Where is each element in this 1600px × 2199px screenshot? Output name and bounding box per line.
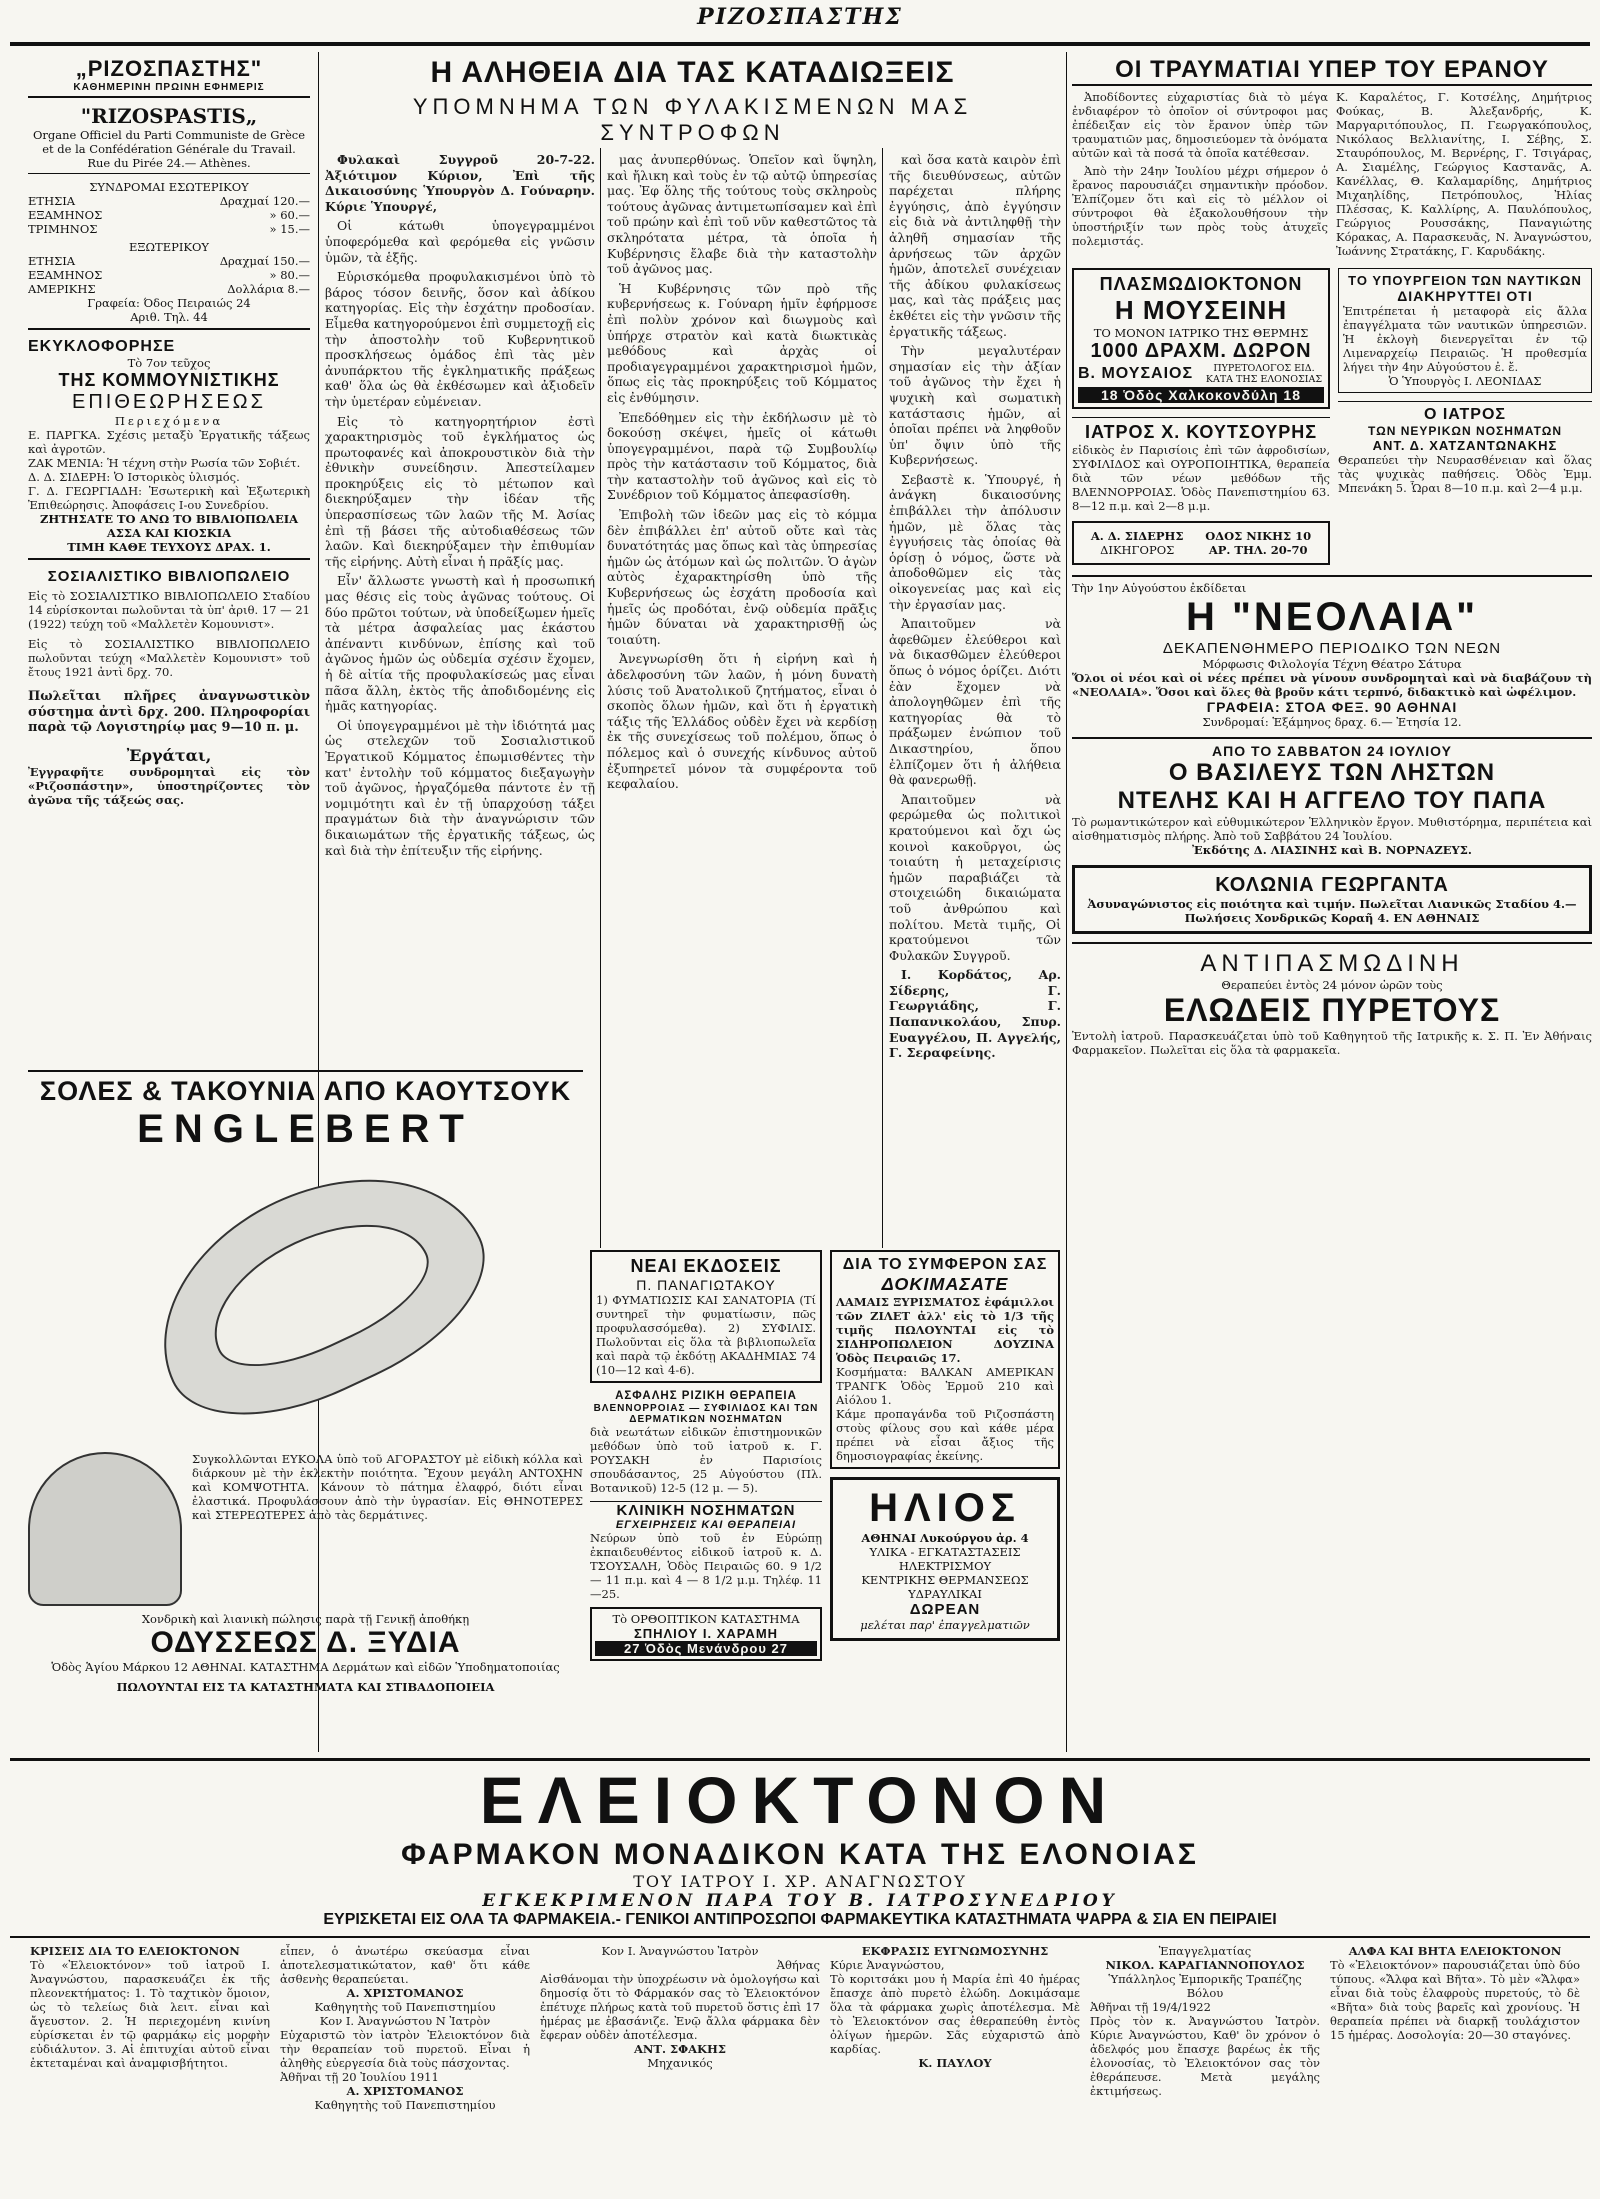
ilios-item: ΗΛΕΚΤΡΙΣΜΟΥ (898, 1559, 992, 1573)
subheadline: ΥΠΟΜΝΗΜΑ ΤΩΝ ΦΥΛΑΚΙΣΜΕΝΩΝ ΜΑΣ ΣΥΝΤΡΟΦΩΝ (412, 94, 973, 145)
article-column-1 (325, 152, 595, 1042)
article-column-3 (889, 152, 1061, 1237)
column-divider (600, 148, 601, 1248)
donor-names: Κ. Καραλέτος, Γ. Κοτσέλης, Δημήτριος Φούκας, Β. Ἀλεξανδρής, Κ. Μαργαριτόπουλος, Π. Γεωργακόπουλος, Νικόλαος Βελλιανίτης, Ι. Σέβης, Σ. Σταυρόπουλος, Μ. Βερνέρης, Γ. Τσιγάρας, Α. Σιαμέλης, Γεώργιος Καστανᾶς, Α. Κανέλλας, Θ. Καλαμαρίδης, Δημήτριος Μιχαηλίδης, Πετρόπουλος, Ἠλίας Πλέσσας, Κ. Καλλίρης, Α. Παυλόπουλος, Γεώργιος Ρουσσάκης, Παναγιώτης Κόρακας, Α. Παρασκευᾶς, Ν. Ἀναγνώστου, Ἰωάννης Στρατάκης, Γ. Καρυδάκης. (1336, 90, 1592, 258)
masthead-rule (10, 42, 1590, 46)
ilios-item: ΚΕΝΤΡΙΚΗΣ ΘΕΡΜΑΝΣΕΩΣ (861, 1573, 1029, 1587)
navy-sign: Ὁ Ὑπουργὸς Ι. ΛΕΟΝΙΔΑΣ (1388, 374, 1542, 388)
ad-cure (590, 1389, 822, 1495)
paragraph: Εἰς τὸ κατηγορητήριον ἐστὶ χαρακτηρισμὸς τοῦ ἐγκλήματος ὡς πρωτοφανές καὶ ἀποκρουστικὸν διὰ τὴν ἐθνικὴν συνείδησιν. Ἀπεστείλαμεν προκηρύξεις εἰς τὸ μέτωπον καὶ διεκηρύξαμεν τὴν ἰδέαν τῆς ὑπερασπίσεως τῶν λαῶν τῆς Μ. Ἀσίας ἐπὶ τῇ βάσει τῆς αὐτοδιαθέσεως τῶν λαῶν. Καὶ διεκηρύξαμεν τὴν ἐπιθυμίαν τῆς εἰρήνης. Αὐτὴ εἶναι ἡ πρᾶξίς μας. (325, 413, 595, 569)
banner-rule-top (10, 1758, 1590, 1761)
ad-navy (1338, 268, 1592, 393)
ad-ilios (830, 1477, 1060, 1641)
ad-antipasmodini (1072, 942, 1592, 1057)
paragraph: Ἐπιβολὴ τῶν ἰδεῶν μας εἰς τὸ κόμμα δὲν ἐπιβάλλει ἐπ' αὐτοῦ οὔτε καὶ τὰς δυνατότητάς μας ὅπως καὶ τὰς ὑπηρεσίας ἡμῶν ὡς ἀτόμων καὶ ὡς πολιτῶν. Ὁ ἀγὼν αὐτὸς ἐχαρακτηρίσθη ὑπὸ τῆς Κυβερνήσεως ὡς ἐσχάτη προδοσία καὶ ἡμεῖς ὡς προδόται, ἐνῷ οὐδεμία πρᾶξις ἡμῶν δύναται νὰ χαρακτηρισθῇ ὡς τοιαύτη. (607, 507, 877, 647)
testimonial-4 (830, 1944, 1080, 2194)
office-address: Γραφεία: Όδος Πειραιώς 24 (87, 296, 251, 310)
ads-right (1338, 268, 1592, 565)
doctor-name: ΙΑΤΡΟΣ Χ. ΚΟΥΤΣΟΥΡΗΣ (1084, 422, 1318, 442)
ilios-item: ΥΔΡΑΥΛΙΚΑΙ (908, 1587, 982, 1601)
subscriptions-header-abroad: ΕΞΩΤΕΡΙΚΟΥ (129, 240, 209, 254)
contents-label: Περιεχόμενα (114, 414, 224, 428)
testimonial-place: Ἀθήνας (776, 1958, 820, 1972)
lawyer-name-block (1091, 529, 1184, 557)
ad-brand: Η ΜΟΥΣΕΙΝΗ (1114, 295, 1288, 325)
editions-text: 1) ΦΥΜΑΤΙΩΣΙΣ ΚΑΙ ΣΑΝΑΤΟΡΙΑ (Τί συντηρεῖ τὴν φυματίωσιν, πῶς προφυλασσόμεθα). 2) ΣΥΦΙΛΙΣ. Πωλοῦνται εἰς ὅλα τὰ βιβλιοπωλεῖα καὶ παρὰ τῷ ἐκδότῃ ΑΚΑΔΗΜΙΑΣ 74 (10—12 καὶ 4-6). (596, 1293, 816, 1377)
kolonia-title: ΚΟΛΩΝΙΑ ΓΕΩΡΓΑΝΤΑ (1215, 874, 1449, 896)
play-text: Τὸ ρωμαντικώτερον καὶ εὐθυμικώτερον Ἑλληνικὸν ἔργον. Μυθιστόρημα, περιπέτεια καὶ αἰσθηματισμὸς πλήρης. Ἀπὸ τοῦ Σαββάτου 24 Ἰουλίου. (1072, 815, 1592, 843)
headline: Η ΑΛΗΘΕΙΑ ΔΙΑ ΤΑΣ ΚΑΤΑΔΙΩΞΕΙΣ (430, 56, 955, 89)
testimonial-6 (1330, 1944, 1580, 2194)
banner-line-4: ΕΓΚΕΚΡΙΜΕΝΟΝ ΠΑΡΑ ΤΟΥ Β. ΙΑΤΡΟΣΥΝΕΔΡΙΟΥ (482, 1891, 1118, 1911)
ad-englebert (28, 1070, 583, 1750)
ad-tagline: ΤΟ ΜΟΝΟΝ ΙΑΤΡΙΚΟ ΤΗΣ ΘΕΡΜΗΣ (1093, 326, 1309, 340)
ad-koutsouris (1072, 417, 1330, 513)
list-item: ΖΑΚ ΜΕΝΙΑ: Ἡ τέχνη στὴν Ρωσία τῶν Σοβιέτ. (28, 456, 301, 470)
paragraph: Ἀνεγνωρίσθη ὅτι ἡ εἰρήνη καὶ ἡ ἀδελφοσύνη τῶν λαῶν, ἡ μόνη δυνατὴ λύσις τοῦ Ἀνατολικοῦ ζητήματος, εἶναι ὁ σκοπὸς ὅλων ἡμῶν, καὶ ὅτι ἡ ἐργατικὴ τάξις τῆς Ἑλλάδος οὐδὲν ἔχει νὰ κερδίσῃ ἐκ τῆς συνεχίσεως τοῦ πολέμου, ὅπως ὁ πόλεμος καὶ ὁ συνεχής κίνδυνος αὐτοῦ ἐξυπηρετεῖ μόνον τὰ συμφέροντα τοῦ κεφαλαίου. (607, 651, 877, 792)
englebert-shop: ΟΔΥΣΣΕΩΣ Δ. ΞΥΔΙΑ (150, 1626, 461, 1659)
testimonial-header: ΑΛΦΑ ΚΑΙ ΒΗΤΑ ΕΛΕΙΟΚΤΟΝΟΝ (1348, 1944, 1562, 1958)
razors-title-2: ΔΟΚΙΜΑΣΑΤΕ (881, 1274, 1009, 1294)
paragraph: Ἐπεδόθημεν εἰς τὴν ἐκδήλωσιν μὲ τὸ δοκούσῃ σκέψει, ἡμεῖς οἱ κάτωθι ὑπογεγραμμένοι, παρὰ τῷ Συμβουλίῳ πρὸς τὴν κατάστασιν τοῦ Κόμματος, διὰ τὴν καταστολὴν τοῦ ἀγῶνος καὶ εἰς τὸ Συνέδριον τοῦ Κόμματος ἀπεφασίσθη. (607, 409, 877, 503)
ad-doctor-row (1078, 363, 1324, 385)
clinic-sub: ΕΓΧΕΙΡΗΣΕΙΣ ΚΑΙ ΘΕΡΑΠΕΙΑΙ (615, 1519, 797, 1531)
testimonial-sign: Α. ΧΡΙΣΤΟΜΑΝΟΣ (346, 1986, 464, 2000)
address: Rue du Pirée 24.— Athènes. (28, 156, 310, 174)
doctor-name: ΑΝΤ. Δ. ΧΑΤΖΑΝΤΩΝΑΚΗΣ (1372, 438, 1558, 453)
paper-subtitle: ΚΑΘΗΜΕΡΙΝΗ ΠΡΩΙΝΗ ΕΦΗΜΕΡΙΣ (28, 82, 310, 98)
testimonial-text: Τὸ «Ἐλειοκτόνον» τοῦ ἰατροῦ Ι. Ἀναγνώστου, παρασκευάζει ἐκ τῆς πλεονεκτήματος: 1. Τὸ ταχτικὸν ὅμοιον, ὡς τὸ τελείως διὰ λειτ. εἶναι καὶ ἄγευστον. 2. Ἡ περιεχομένη κινίνη εὑρίσκεται ἐν τῷ φαρμάκῳ εἰς μορφὴν εὐδιάλυτον. 3. Αἱ ἐπιτυχίαι αὐτοῦ εἶναι ἐκτεταμέναι καὶ ἀναμφισβήτητοι. (30, 1958, 270, 2070)
main-article-header (325, 56, 1060, 148)
list-item: Δ. Δ. ΣΙΔΕΡΗ: Ὁ Ιστορικὸς ὑλισμός. (28, 470, 240, 484)
bookshop-text-3: Πωλεῖται πλῆρες ἀναγνωστικὸν σύστημα ἀντὶ δρχ. 200. Πληροφορίαι παρὰ τῷ Λογιστηρίῳ μας 9—10 π. μ. (28, 689, 310, 736)
circulation-header: ΕΚΥΚΛΟΦΟΡΗΣΕ (28, 338, 176, 355)
testimonial-3 (540, 1944, 820, 2194)
subscription-row: ΕΞΑΜΗΝΟΣ » 60.— (28, 208, 310, 222)
right-column (1072, 56, 1592, 1266)
ilios-item: ΥΛΙΚΑ - ΕΓΚΑΤΑΣΤΑΣΕΙΣ (869, 1545, 1021, 1559)
column-divider (1066, 52, 1067, 1752)
optician-name: ΣΠΗΛΙΟΥ Ι. ΧΑΡΑΜΗ (633, 1626, 779, 1641)
paragraph: Εἶν' ἄλλωστε γνωστὴ καὶ ἡ προσωπική μας θέσις εἰς τοὺς ἀγῶνας τούτους. Οἱ δύο πρῶτοι τούτων, νὰ ὑποδείξωμεν ἡμεῖς τὰ μέτρα ἀσφαλείας μας ἑκάστου ἀπέναντι κινδύνων, ἐπίσης καὶ τοῦ ἀγῶνος ἡμῶν ὡς οὐδεμία σχέσιν ἔχομεν, ἡ δὲ αἰτία τῆς προφυλακίσεώς μας εἶναι πᾶσα ἄλλη, ἐκτὸς τῆς ἀποδιδομένης εἰς ἡμᾶς κατηγορίας. (325, 573, 595, 714)
testimonial-text: Τὸ κοριτσάκι μου ἡ Μαρία ἐπὶ 40 ἡμέρας ἔπασχε ἀπὸ πυρετὸ ἐλώδη. Δοκιμάσαμε ὅλα τὰ φάρμακα χωρὶς ἀποτέλεσμα. Μὲ τὸ Ἐλειοκτόνον σας ἐθεραπεύθη ἐντὸς ὀλίγων ἡμερῶν. Σᾶς εὐχαριστῶ ἀπὸ καρδίας. (830, 1972, 1080, 2056)
ad-play (1072, 737, 1592, 857)
play-title-2: ΝΤΕΛΗΣ ΚΑΙ Η ΑΓΓΕΛΟ ΤΟΥ ΠΑΠΑ (1117, 787, 1547, 814)
bookshop-header: ΣΟΣΙΑΛΙΣΤΙΚΟ ΒΙΒΛΙΟΠΩΛΕΙΟ (47, 568, 291, 585)
lawyer-role: ΔΙΚΗΓΟΡΟΣ (1100, 543, 1175, 557)
ilios-address: ΑΘΗΝΑΙ Λυκούργου ἀρ. 4 (861, 1531, 1029, 1545)
neolaia-pre: Τὴν 1ην Αὐγούστου ἐκδίδεται (1072, 581, 1247, 595)
banner-eleioktonon (10, 1762, 1590, 1934)
ad-title: ΠΛΑΣΜΩΔΙΟΚΤΟΝΟΝ (1099, 274, 1303, 294)
testimonial-2 (280, 1944, 530, 2194)
paragraph: Ἡ Κυβέρνησις τῶν πρὸ τῆς κυβερνήσεως κ. Γούναρη ἡμῖν ἐφήρμοσε ἐπὶ πολὺν χρόνον καὶ διωγμοὺς καὶ ὑπήρχε στρατὸν καὶ κατὰ διωκτικὰς μεθόδους καὶ ἀρχὰς οἱ προδιαγεγραμμένοι χαρακτηρισμοὶ ἡμῶν, ὅπως εἰς τὰς προκηρύξεις τοῦ Κόμματος εἰς ἐνθύμησιν. (607, 280, 877, 405)
ads-row (1072, 268, 1592, 565)
testimonial-text: Αἰσθάνομαι τὴν ὑποχρέωσιν νὰ ὁμολογήσω καὶ δημοσίᾳ ὅτι τὸ Φάρμακόν σας τὸ Ἐλειοκτόνον ἐπέτυχε πλήρως κατὰ τοῦ πυρετοῦ ὅστις ἐπὶ 17 ἡμέρας με ἐβασάνιζε. Ἐνῷ ἄλλα φάρμακα δὲν ἔφεραν οὐδὲν ἀποτέλεσμα. (540, 1972, 820, 2042)
paragraph: Σεβαστὲ κ. Ὑπουργέ, ἡ ἀνάγκη δικαιοσύνης ἐπιβάλλει τὴν ἀπόλυσιν ἡμῶν, μὲ ὅλας τὰς ἐγγυήσεις τὰς ὁποίας θὰ ὁρίσῃ ὁ νόμος, ὥστε νὰ ἀποδοθῶμεν εἰς τὰς οἰκογενείας μας καὶ εἰς τὴν ἐργασίαν μας. (889, 471, 1061, 612)
mid-ads-right (830, 1250, 1060, 1750)
banner-line-3: ΤΟΥ ΙΑΤΡΟΥ Ι. ΧΡ. ΑΝΑΓΝΩΣΤΟΥ (633, 1872, 967, 1891)
wounded-section (1072, 90, 1592, 258)
subscriptions-list-abroad (28, 254, 310, 296)
banner-title: ΕΛΕΙΟΚΤΟΝΟΝ (479, 1763, 1121, 1837)
paragraph: Ἀπαιτοῦμεν νὰ φερώμεθα ὡς πολιτικοὶ κρατούμενοι καὶ ὄχι ὡς κοινοὶ κακοῦργοι, ὡς τοιαύτη ἡ μεταχείρισις ἡμῶν παραβιάζει τὰ στοιχειώδη δικαιώματα τοῦ ἀνθρώπου καὶ πολίτου. Μετὰ τιμῆς, Οἱ κρατούμενοι τῶν Φυλακῶν Συγγροῦ. (889, 791, 1061, 963)
mid-ads-left (590, 1250, 822, 1750)
journal-title-2: ΕΠΙΘΕΩΡΗΣΕΩΣ (72, 391, 266, 413)
englebert-text: Συγκολλῶνται ΕΥΚΟΛΑ ὑπὸ τοῦ ΑΓΟΡΑΣΤΟΥ μὲ εἰδικὴ κόλλα καὶ διάρκουν μὲ τὴν ἐκλεκτὴν ποιότητα. Ἔχουν μεγάλη ΑΝΤΟΧΗΝ καὶ ΚΟΜΨΟΤΗΤΑ. Κάνουν τὸ πάτημα ἐλαφρό, διότι εἶναι ἐλαστικά. Προφυλάσσουν ἀπὸ τὴν ὑγρασίαν. Εἰς ΘΗΝΟΤΕΡΕΣ καὶ ΣΤΕΡΕΩΤΕΡΕΣ ἀπὸ τὰς δερμάτινες. (192, 1452, 583, 1522)
lawyer-address: ΟΔΟΣ ΝΙΚΗΣ 10 (1205, 529, 1312, 543)
paragraph: Οἱ κάτωθι ὑπογεγραμμένοι ὑποφερόμεθα καὶ φερόμεθα εἰς γνῶσιν ὑμῶν, τὰ ἑξῆς. (325, 218, 595, 265)
neolaia-text: Ὅλοι οἱ νέοι καὶ οἱ νέες πρέπει νὰ γίνουν συνδρομηταὶ καὶ νὰ διαβάζουν τὴ «ΝΕΟΛΑΙΑ». Ὅσοι καὶ ὅλες θὰ βροῦν κάτι τερπνό, διδακτικὸ καὶ ὠφέλιμον. (1072, 671, 1592, 699)
play-title-1: Ο ΒΑΣΙΛΕΥΣ ΤΩΝ ΛΗΣΤΩΝ (1168, 759, 1496, 786)
editions-title: ΝΕΑΙ ΕΚΔΟΣΕΙΣ (630, 1256, 782, 1276)
lawyer-name: Α. Δ. ΣΙΔΕΡΗΣ (1090, 529, 1184, 543)
razors-text: ΛΑΜΑΙΣ ΞΥΡΙΣΜΑΤΟΣ ἐφάμιλλοι τῶν ΖΙΛΕΤ ἀλλ' εἰς τὸ 1/3 τῆς τιμῆς ΠΩΛΟΥΝΤΑΙ εἰς τὸ ΣΙΔΗΡΟΠΩΛΕΙΟΝ ΔΟΥΖΙΝΑ Ὁδὸς Πειραιῶς 17. (836, 1295, 1054, 1365)
testimonial-date: Ἀθῆναι τῇ 19/4/1922 (1090, 2000, 1211, 2014)
doctor-text: εἰδικὸς ἐν Παρισίοις ἐπὶ τῶν ἀφροδισίων, ΣΥΦΙΛΙΔΟΣ καὶ ΟΥΡΟΠΟΙΗΤΙΚΑ, θεραπεία διὰ τῶν νέων μεθόδων τῆς ΒΛΕΝΝΟΡΡΟΙΑΣ. Ὁδὸς Πανεπιστημίου 63. 8—12 π.μ. καὶ 2—8 μ.μ. (1072, 443, 1330, 513)
masthead (0, 0, 1600, 58)
englebert-address: Ὁδὸς Ἁγίου Μάρκου 12 ΑΘΗΝΑΙ. ΚΑΤΑΣΤΗΜΑ Δερμάτων καὶ εἰδῶν Ὑποδηματοποιίας (51, 1660, 560, 1674)
play-foot: Ἐκδότης Δ. ΛΙΑΣΙΝΗΣ καὶ Β. ΝΟΡΝΑΖΕΥΣ. (1192, 843, 1472, 857)
issue-price: ΤΙΜΗ ΚΑΘΕ ΤΕΥΧΟΥΣ ΔΡΑΧ. 1. (28, 540, 310, 560)
englebert-foot: ΠΩΛΟΥΝΤΑΙ ΕΙΣ ΤΑ ΚΑΤΑΣΤΗΜΑΤΑ ΚΑΙ ΣΤΙΒΑΔΟΠΟΙΕΙΑ (116, 1680, 495, 1694)
englebert-brand: ENGLEBERT (137, 1107, 474, 1151)
paragraph: Τὴν μεγαλυτέραν σημασίαν εἰς τὴν ἀξίαν τοῦ ἀγῶνος τὴν ἔχει ἡ ψυχικὴ καὶ σωματικὴ κατάστασις ἡμῶν, αἱ ὁποῖαι πρέπει νὰ ληφθοῦν ὑπ' ὄψιν ὑπὸ τῆς Κυβερνήσεως. (889, 343, 1061, 468)
subscription-row: ΤΡΙΜΗΝΟΣ » 15.— (28, 222, 310, 236)
list-item: Γ. Δ. ΓΕΩΡΓΙΑΔΗ: Ἐσωτερικὴ καὶ Ἐξωτερικὴ Ἐπιθεώρησις. Ἀποφάσεις Ι-ου Συνεδρίου. (28, 484, 310, 512)
testimonial-text: Τὸ «Ἐλειοκτόνον» παρουσιάζεται ὑπὸ δύο τύπους. «Ἄλφα καὶ Βῆτα». Τὸ μὲν «Ἄλφα» εἶναι διὰ τοὺς ἐλαφροὺς πυρετούς, τὸ δὲ «Βῆτα» διὰ τοὺς βαρεῖς καὶ χρονίους. Ἡ θεραπεία πρέπει νὰ διαρκῇ τουλάχιστον 15 ἡμέρας. Δοσολογία: 20—30 σταγόνες. (1330, 1958, 1580, 2042)
paragraph: Ἀπαιτοῦμεν νὰ ἀφεθῶμεν ἐλεύθεροι καὶ νὰ δικασθῶμεν ἐλεύθεροι ὅπως ὁ νόμος ὁρίζει. Διότι ἐὰν ἔχομεν νὰ ἀπολογηθῶμεν ἐπὶ τῆς κατηγορίας θὰ τὸ πράξωμεν ἐνώπιον τοῦ Δικαστηρίου, ὅπου ἐλπίζομεν ὅτι ἡ ἀλήθεια θὰ φανερωθῇ. (889, 616, 1061, 788)
kolonia-text: Ἀσυναγώνιστος εἰς ποιότητα καὶ τιμήν. Πωλεῖται Λιανικῶς Σταδίου 4.— Πωλήσεις Χονδρικῶς Κοραῆ 4. ΕΝ ΑΘΗΝΑΙΣ (1087, 897, 1577, 925)
testimonial-5 (1090, 1944, 1320, 2194)
phone: Αριθ. Τηλ. 44 (28, 310, 310, 330)
anti-text: Ἐντολὴ ἰατροῦ. Παρασκευάζεται ὑπὸ τοῦ Καθηγητοῦ τῆς Ιατρικῆς κ. Σ. Π. Ἐν Ἀθήναις Φαρμακεῖον. Πωλεῖται εἰς ὅλα τὰ φαρμακεῖα. (1072, 1029, 1592, 1057)
neolaia-price: Συνδρομαί: Ἑξάμηνος δραχ. 6.— Ἐτησία 12. (1202, 715, 1462, 729)
banner-line-5: ΕΥΡΙΣΚΕΤΑΙ ΕΙΣ ΟΛΑ ΤΑ ΦΑΡΜΑΚΕΙΑ.- ΓΕΝΙΚΟΙ ΑΝΤΙΠΡΟΣΩΠΟΙ ΦΑΡΜΑΚΕΥΤΙΚΑ ΚΑΤΑΣΤΗΜΑΤΑ ΨΑΡΡΑ & ΣΙΑ ΕΝ ΠΕΙΡΑΙΕΙ (323, 1911, 1277, 1928)
testimonial-role: Μηχανικός (647, 2056, 713, 2070)
paragraph: Οἱ ὑπογεγραμμένοι μὲ τὴν ἰδιότητά μας ὡς στελεχῶν τοῦ Σοσιαλιστικοῦ Ἐργατικοῦ Κόμματος ἐπωμισθέντες τὴν κατ' ἐντολὴν τοῦ κόμματος διεξαγωγὴν τοῦ ἀγῶνος, ἠργαζόμεθα πάντοτε ἐν τῇ νομιμότητι καὶ ἐν τῇ ὑπαρχούσῃ τάξει πραγμάτων διὰ τὴν ἀναγνώρισιν τῶν δικαιωμάτων τῆς ἐργατικῆς τάξεως, ὡς καὶ διὰ τὴν ἐπίτευξιν τῆς εἰρήνης. (325, 717, 595, 858)
testimonial-header: Ἐπαγγελματίας (1158, 1944, 1252, 1958)
bookshop-text-1: Εἰς τὸ ΣΟΣΙΑΛΙΣΤΙΚΟ ΒΙΒΛΙΟΠΩΛΕΙΟ Σταδίου 14 εὑρίσκονται πωλοῦνται τὰ ὑπ' ἀριθ. 17 — 21 (1922) τεύχη τοῦ «Μαλλετὲν Κομουνιστ». (28, 589, 310, 631)
ad-kolonia (1072, 865, 1592, 934)
englebert-sale: Χονδρικὴ καὶ λιανικὴ πώλησις παρὰ τῇ Γενικῇ ἀποθήκῃ (141, 1612, 470, 1626)
doctor-sub: ΤΩΝ ΝΕΥΡΙΚΩΝ ΝΟΣΗΜΑΤΩΝ (1368, 424, 1562, 438)
ad-address: 18 Ὁδὸς Χαλκοκονδύλη 18 (1078, 387, 1324, 403)
razors-text-2: Κοσμήματα: ΒΑΛΚΑΝ ΑΜΕΡΙΚΑΝ ΤΡΑΝΓΚ Ὁδὸς Ἑρμοῦ 210 καὶ Αἰόλου 1. (836, 1365, 1054, 1407)
neolaia-office: ΓΡΑΦΕΙΑ: ΣΤΟΑ ΦΕΞ. 90 ΑΘΗΝΑΙ (1206, 699, 1458, 715)
englebert-headline: ΣΟΛΕΣ & ΤΑΚΟΥΝΙΑ ΑΠΟ ΚΑΟΥΤΣΟΥΚ (39, 1076, 572, 1106)
testimonial-to: Κύριε Ἀναγνώστου, (830, 1958, 945, 1972)
ilios-title: ΗΛΙΟΣ (869, 1486, 1021, 1530)
anti-title: ΑΝΤΙΠΑΣΜΩΔΙΝΗ (1200, 950, 1464, 977)
testimonial-name: ΝΙΚΟΛ. ΚΑΡΑΓΙΑΝΝΟΠΟΥΛΟΣ (1105, 1958, 1305, 1972)
testimonial-sign-2: Α. ΧΡΙΣΤΟΜΑΝΟΣ (346, 2084, 464, 2098)
ask-for-it: ΖΗΤΗΣΑΤΕ ΤΟ ΑΝΩ ΤΟ ΒΙΒΛΙΟΠΩΛΕΙΑ ΑΣΣΑ ΚΑΙ ΚΙΟΣΚΙΑ (39, 512, 299, 540)
contents-list (28, 428, 310, 512)
testimonial-sign: Κ. ΠΑΥΛΟΥ (918, 2056, 992, 2070)
testimonial-header: ΚΡΙΣΕΙΣ ΔΙΑ ΤΟ ΕΛΕΙΟΚΤΟΝΟΝ (30, 1944, 240, 1958)
latin-title: "RIZOSPASTIS„ (80, 104, 258, 128)
ad-plasmodiokton (1072, 268, 1330, 409)
ad-clinic (590, 1501, 822, 1601)
testimonial-header: ΕΚΦΡΑΣΙΣ ΕΥΓΝΩΜΟΣΥΝΗΣ (861, 1944, 1049, 1958)
optician-title: Τὸ ΟΡΘΟΠΤΙΚΟΝ ΚΑΤΑΣΤΗΜΑ (612, 1612, 800, 1626)
ad-lawyer (1072, 521, 1330, 565)
banner-rule-bottom (10, 1936, 1590, 1938)
workers-text: Ἐγγραφῆτε συνδρομηταὶ εἰς τὸν «Ριζοσπάστην», ὑποστηρίζοντες τὸν ἀγῶνα τῆς τάξεώς σας. (28, 764, 310, 807)
testimonial-sign: ΑΝΤ. ΣΦΑΚΗΣ (633, 2042, 727, 2056)
ad-specialty: ΠΥΡΕΤΟΛΟΓΟΣ ΕΙΔ. ΚΑΤΑ ΤΗΣ ΕΛΟΝΟΣΙΑΣ (1205, 363, 1323, 385)
subscription-row: ΕΤΗΣΙΑ Δραχμαί 120.— (28, 194, 310, 208)
lawyer-address-block (1205, 529, 1311, 557)
banner-line-2: ΦΑΡΜΑΚΟΝ ΜΟΝΑΔΙΚΟΝ ΚΑΤΑ ΤΗΣ ΕΛΟΝΟΙΑΣ (401, 1838, 1199, 1871)
subscriptions-list (28, 194, 310, 236)
ads-left (1072, 268, 1330, 565)
doctor-text: Θεραπεύει τὴν Νευρασθένειαν καὶ ὅλας τὰς ψυχικὰς παθήσεις. Ὁδὸς Ἐμμ. Μπενάκη 5. Ὧραι 8—10 π.μ. καὶ 2—4 μ.μ. (1338, 453, 1592, 495)
issue-number: Τὸ 7ον τεῦχος (127, 356, 211, 370)
newspaper-name: ΡΙΖΟΣΠΑΣΤΗΣ (697, 4, 903, 30)
testimonial-text-2: Εὐχαριστῶ τὸν ἰατρὸν Ἐλειοκτόνον διὰ τὴν θεραπείαν τοῦ πυρετοῦ. Εἶναι ἡ ἀληθὴς εὐεργεσία διὰ τοὺς πάσχοντας. (280, 2028, 530, 2070)
testimonial-1 (30, 1944, 270, 2194)
englebert-body (28, 1452, 583, 1606)
neolaia-topics: Μόρφωσις Φιλολογία Τέχνη Θέατρο Σάτυρα (1202, 657, 1462, 671)
neolaia-sub: ΔΕΚΑΠΕΝΘΗΜΕΡΟ ΠΕΡΙΟΔΙΚΟ ΤΩΝ ΝΕΩΝ (1162, 640, 1502, 657)
subscription-row: ΕΞΑΜΗΝΟΣ » 80.— (28, 268, 310, 282)
testimonial-to: Κον Ι. Ἀναγνώστου Ἰατρὸν (601, 1944, 759, 1958)
cure-text: διὰ νεωτάτων εἰδικῶν ἐπιστημονικῶν μεθόδων ὑπὸ τοῦ ἰατροῦ κ. Γ. ΡΟΥΣΑΚΗ ἐν Παρισίοις σπουδάσαντος, 25 Αὐγούστου (Πλ. Βοτανικοῦ) 12-5 (12 μ. — 5). (590, 1425, 822, 1495)
left-column (28, 56, 310, 1066)
testimonial-role-2: Καθηγητὴς τοῦ Πανεπιστημίου (314, 2098, 496, 2112)
paragraph: καὶ ὅσα κατὰ καιρὸν ἐπὶ τῆς διευθύνσεως, αὐτῶν παρέχεται πλήρης ἐγγύησις, ἀπὸ ἐγγύησιν εἰς διὰ νὰ ἀντιληφθῇ τὴν ἀληθῆ σημασίαν τῆς ἀρνήσεως τῶν ἀρχῶν ἡμῶν, ἀποτελεῖ συνέχειαν τῆς ἀδίκου φυλακίσεως μας, καὶ τὰς πράξεις μας ἐκθέτει εἰς τὴν γνῶσιν τῆς ἐργατικῆς τάξεως. (889, 152, 1061, 339)
list-item: Ε. ΠΑΡΓΚΑ. Σχέσις μεταξὺ Ἐργατικῆς τάξεως καὶ ἀγροτῶν. (28, 428, 310, 456)
shoe-illustration (28, 1152, 583, 1452)
clinic-text: Νεύρων ὑπὸ τοῦ ἐν Εὐρώπῃ ἐκπαιδευθέντος εἰδικοῦ ἰατροῦ κ. Δ. ΤΣΟΥΣΑΛΗ, Ὁδὸς Πειραιῶς 60. 9 1/2 — 11 π.μ. καὶ 4 — 8 1/2 μ.μ. Τηλέφ. 11—25. (590, 1531, 822, 1601)
bookshop-text-2: Εἰς τὸ ΣΟΣΙΑΛΙΣΤΙΚΟ ΒΙΒΛΙΟΠΩΛΕΙΟ πωλοῦνται τεύχη «Μαλλετὲν Κομουνιστ» τοῦ ἔτους 1921 ἀντὶ δρχ. 70. (28, 637, 310, 679)
neolaia-title: Η "ΝΕΟΛΑΙΑ" (1185, 595, 1479, 639)
navy-text: Ἐπιτρέπεται ἡ μεταφορὰ εἰς ἄλλα ἐπαγγέλματα τῶν ναυτικῶν ὑπηρεσιῶν. Ἡ ἐκλογὴ διενεργεῖται ἐν τῷ Λιμεναρχείῳ Πειραιῶς. Ἡ προθεσμία λήγει τὴν 4ην Αὐγούστου ἐ. ἔ. (1343, 304, 1587, 374)
journal-title-1: ΤΗΣ ΚΟΜΜΟΥΝΙΣΤΙΚΗΣ (58, 370, 280, 390)
paragraph: μας ἀνυπερθύνως. Ὁπεῖον καὶ ὕψηλη, καὶ ἤλικη καὶ τοὺς ἐν τῷ αὐτῷ ὑπηρεσίας μας. Ἐφ ὅλης τῆς τούτους τοὺς σκληροὺς τούτους ἀγῶνας ἀντιμετωπίσαμεν καὶ ἐπὶ τοῦ πρώην καὶ ἐπὶ τοῦ νῦν καθεστῶτος τὰ σκληρότατα μέτρα, τὰ ὁποῖα ἡ Κυβέρνησις ἔλαβε διὰ τὴν καταστολὴν τοῦ ἀγῶνος μας. (607, 152, 877, 277)
wounded-text (1072, 90, 1328, 258)
workers-header: Ἐργάται, (126, 745, 212, 765)
cure-sub: ΒΛΕΝΝΟΡΡΟΙΑΣ — ΣΥΦΙΛΙΔΟΣ ΚΑΙ ΤΩΝ ΔΕΡΜΑΤΙΚΩΝ ΝΟΣΗΜΑΤΩΝ (593, 1403, 819, 1425)
column-divider (882, 148, 883, 1248)
subscriptions-header: ΣΥΝΔΡΟΜΑΙ ΕΣΩΤΕΡΙΚΟΥ (89, 180, 249, 194)
ad-neurologist (1338, 401, 1592, 495)
signatures: I. Κορδάτος, Αρ. Σίδερης, Γ. Γεωργιάδης, Γ. Παπανικολάου, Σπυρ. Ευαγγέλου, Π. Αγγελής, Γ. Σεραφείνης. (889, 967, 1061, 1061)
clinic-title: ΚΛΙΝΙΚΗ ΝΟΣΗΜΑΤΩΝ (616, 1502, 796, 1519)
subscription-row: ΑΜΕΡΙΚΗΣ Δολλάρια 8.— (28, 282, 310, 296)
doctor-header: Ο ΙΑΤΡΟΣ (1423, 406, 1507, 423)
article-column-2 (607, 152, 877, 1242)
testimonial-text: Πρὸς τὸν κ. Ἀναγνώστου Ἰατρὸν. Κύριε Ἀναγνώστου, Καθ' ὃν χρόνον ὁ ἀδελφός μου ἔπασχε βαρέως ἐκ τῆς ἑλονοσίας, τὸ Ἐλειοκτόνον σας τὸν ἐθεράπευσε. Μετὰ μεγάλης ἐκτιμήσεως. (1090, 2014, 1320, 2098)
wounded-header: ΟΙ ΤΡΑΥΜΑΤΙΑΙ ΥΠΕΡ ΤΟΥ ΕΡΑΝΟΥ (1072, 56, 1592, 86)
play-date: ΑΠΟ ΤΟ ΣΑΒΒΑΤΟΝ 24 ΙΟΥΛΙΟΥ (1212, 743, 1452, 759)
paragraph: Ἀποδίδοντες εὐχαριστίας διὰ τὸ μέγα ἐνδιαφέρον τὸ ὁποῖον οἱ σύντροφοι μας ἐπέδειξαν εἰς τὸν ἔρανον ὑπὲρ τῶν τραυματιῶν μας, δημοσιεύομεν τὰ ὀνόματα αὐτῶν καὶ τὰ ποσά τὰ ὁποῖα κατέθεσαν. (1072, 90, 1328, 160)
subscription-row: ΕΤΗΣΙΑ Δραχμαί 150.— (28, 254, 310, 268)
heel-icon (28, 1452, 182, 1606)
ilios-free: ΔΩΡΕΑΝ (909, 1601, 981, 1618)
paragraph: Εὑρισκόμεθα προφυλακισμένοι ὑπὸ τὸ βάρος τόσον δεινῆς, ὅσον καὶ ἀδίκου κατηγορίας. Εἰς τὴν ἐσχάτην προδοσίαν. Εἶμεθα κατηγορούμενοι ἐπὶ συμμετοχῇ εἰς τὴν ἀποστολὴν τοῦ Κυβερνητικοῦ προσκλήσεως ὁμάδος ἐπὶ τὰς μὲν ἀνυπάρκτου τῆς ἐγκληματικῆς πράξεως καθ' ὅλα ὡς θὰ ἐκθέσωμεν καὶ ἀξιοδεῖν τὴν ὑμετέραν εὐμένειαν. (325, 269, 595, 409)
testimonial-role: Καθηγητὴς τοῦ Πανεπιστημίου (314, 2000, 496, 2014)
testimonial-to: Κον Ι. Ἀναγνώστου Ν Ἰατρὸν (319, 2014, 491, 2028)
paragraph: Ἀπὸ τὴν 24ην Ἰουλίου μέχρι σήμερον ὁ ἔρανος παρουσιάζει σημαντικὴν πρόοδον. Ἐλπίζομεν ὅτι καὶ εἰς τὸ μέλλον οἱ σύντροφοι θὰ ἐξακολουθήσουν τὴν ὑποστήριξίν των πρὸς τοὺς ἀτυχεῖς πολεμιστάς. (1072, 164, 1328, 248)
razors-text-3: Κάμε προπαγάνδα τοῦ Ριζοσπάστη στοὺς φίλους σου καὶ κάθε μέρα πρέπει νὰ εἶσαι ἄξιος τῆς δημοσιογραφίας ἐκείνης. (836, 1407, 1054, 1463)
ilios-foot: μελέται παρ' ἐπαγγελματιῶν (860, 1618, 1030, 1632)
ad-doctor: Β. ΜΟΥΣΑΙΟΣ (1078, 365, 1194, 382)
ad-optician (590, 1607, 822, 1661)
editions-publisher: Π. ΠΑΝΑΓΙΩΤΑΚΟΥ (636, 1277, 776, 1293)
paragraph: Φυλακαὶ Συγγροῦ 20-7-22. Ἀξιότιμον Κύριον, Ἐπὶ τῆς Δικαιοσύνης Ὑπουργὸν Δ. Γούναρην. Κύριε Ὑπουργέ, (325, 152, 595, 214)
ad-neolaia (1072, 575, 1592, 729)
navy-header: ΤΟ ΥΠΟΥΡΓΕΙΟΝ ΤΩΝ ΝΑΥΤΙΚΩΝ (1348, 273, 1582, 288)
navy-sub: ΔΙΑΚΗΡΥΤΤΕΙ ΟΤΙ (1397, 288, 1533, 304)
paper-title: „ΡΙΖΟΣΠΑΣΤΗΣ" (75, 56, 263, 81)
anti-sub: Θεραπεύει ἐντὸς 24 μόνον ὡρῶν τοὺς (1221, 978, 1443, 992)
optician-address: 27 Ὁδὸς Μενάνδρου 27 (595, 1641, 817, 1656)
testimonial-date: Ἀθῆναι τῇ 20 Ἰουλίου 1911 (280, 2070, 439, 2084)
latin-subtitle: Organe Officiel du Parti Communiste de Grèce et de la Confédération Générale du Travail. (32, 128, 306, 156)
anti-big: ΕΛΩΔΕΙΣ ΠΥΡΕΤΟΥΣ (1163, 992, 1501, 1028)
testimonial-role: Ὑπάλληλος Ἐμπορικῆς Τραπέζης Βόλου (1108, 1972, 1302, 2000)
ad-razors (830, 1250, 1060, 1469)
cure-title: ΑΣΦΑΛΗΣ ΡΙΖΙΚΗ ΘΕΡΑΠΕΙΑ (615, 1390, 797, 1402)
razors-title: ΔΙΑ ΤΟ ΣΥΜΦΕΡΟΝ ΣΑΣ (842, 1256, 1048, 1273)
lawyer-phone: ΑΡ. ΤΗΛ. 20-70 (1208, 543, 1308, 557)
ad-prize: 1000 ΔΡΑΧΜ. ΔΩΡΟΝ (1090, 340, 1312, 362)
testimonial-text: εἶπεν, ὁ ἀνωτέρω σκεύασμα εἶναι ἀποτελεσματικώτατον, καθ' ὅτι κάθε ἀσθενὴς θεραπεύεται. (280, 1944, 530, 1986)
ad-new-editions (590, 1250, 822, 1383)
